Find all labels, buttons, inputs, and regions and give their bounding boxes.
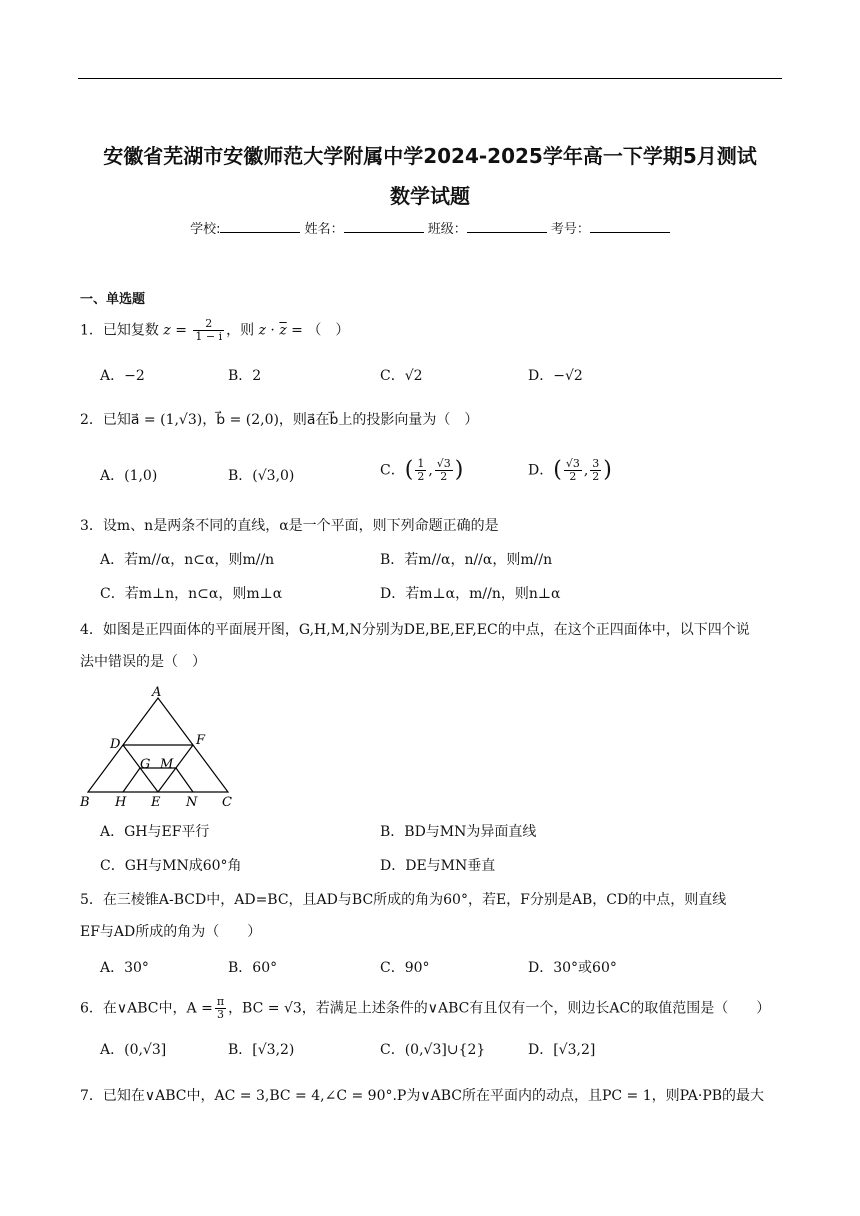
school-field[interactable] <box>220 220 300 233</box>
q1-end: （ ） <box>307 322 350 339</box>
fig-label-d: D <box>110 737 121 752</box>
q4-option-b[interactable]: B．BD与MN为异面直线 <box>380 824 537 840</box>
name-label: 姓名： <box>304 222 344 237</box>
student-info-line <box>0 218 860 237</box>
q2-option-c-label: C． <box>380 462 405 479</box>
q6-option-a[interactable]: A．(0,√3] <box>100 1042 167 1058</box>
question-2: 2．已知a⃗ = (1,√3)，b⃗ = (2,0)，则a⃗在b⃗上的投影向量为（ ） <box>80 412 479 428</box>
q1-prefix: 1．已知复数 <box>80 322 159 339</box>
question-1: 1．已知复数 z = $\frac{2}{1 - i}$ ，则 $z \cdot \overline{z}$ = （ ） <box>80 317 350 343</box>
q6-option-d[interactable]: D．[√3,2] <box>528 1042 596 1058</box>
fig-label-g: G <box>140 757 151 772</box>
q5-option-c[interactable]: C．90° <box>380 960 430 976</box>
question-3: 3．设m、n是两条不同的直线，α是一个平面，则下列命题正确的是 <box>80 518 499 534</box>
tetrahedron-net-figure <box>76 684 246 810</box>
question-7: 7．已知在∨ABC中，AC = 3,BC = 4,∠C = 90°.P为∨ABC所在平面内的动点，且PC = 1，则PA·PB的最大 <box>80 1088 765 1104</box>
q3-option-b[interactable]: B．若m//α，n//α，则m//n <box>380 552 553 568</box>
question-5-line2: EF与AD所成的角为（ ） <box>80 924 262 940</box>
q2-option-a[interactable]: A．(1,0) <box>100 468 158 484</box>
q5-option-d[interactable]: D．30°或60° <box>528 960 617 976</box>
q4-option-d[interactable]: D．DE与MN垂直 <box>380 858 496 874</box>
q6-option-c[interactable]: C．(0,√3]∪{2} <box>380 1042 486 1058</box>
q6-text-a: 6．在∨ABC中，A = <box>80 1000 213 1017</box>
q3-option-d[interactable]: D．若m⊥α，m//n，则n⊥α <box>380 586 561 602</box>
fig-label-b: B <box>80 795 90 810</box>
q4-option-a[interactable]: A．GH与EF平行 <box>100 824 210 840</box>
q2-option-d-label: D． <box>528 462 554 479</box>
class-label: 班级： <box>427 222 467 237</box>
fig-label-h: H <box>115 795 127 810</box>
fig-label-a: A <box>152 685 162 700</box>
q1-option-d[interactable]: D．−√2 <box>528 368 583 384</box>
q2-option-d[interactable]: D．( $\frac{√3}{2}$ , $\frac{3}{2}$ ) <box>528 457 612 483</box>
q5-option-a[interactable]: A．30° <box>100 960 149 976</box>
section-heading: 一、单选题 <box>80 292 146 307</box>
q1-suffix: ，则 <box>226 322 255 339</box>
exam-no-field[interactable] <box>590 220 670 233</box>
question-6 <box>80 996 780 1021</box>
school-label: 学校: <box>190 222 221 237</box>
q3-option-a[interactable]: A．若m//α，n⊂α，则m//n <box>100 552 275 568</box>
page-subtitle: 数学试题 <box>390 184 470 208</box>
q6-text-b: ，BC = √3，若满足上述条件的∨ABC有且仅有一个，则边长AC的取值范围是（ ） <box>228 1000 771 1017</box>
q1-option-a[interactable]: A．−2 <box>100 368 145 384</box>
q2-option-c[interactable]: C．( $\frac{1}{2}$ , $\frac{√3}{2}$ ) <box>380 457 464 483</box>
question-4-line1: 4．如图是正四面体的平面展开图，G,H,M,N分别为DE,BE,EF,EC的中点，在这个正四面体中，以下四个说 <box>80 622 750 638</box>
exam-no-label: 考号： <box>550 222 590 237</box>
class-field[interactable] <box>467 220 547 233</box>
q3-option-c[interactable]: C．若m⊥n，n⊂α，则m⊥α <box>100 586 283 602</box>
q2-option-b[interactable]: B．(√3,0) <box>228 468 295 484</box>
fig-label-e: E <box>151 795 161 810</box>
q1-option-b[interactable]: B．2 <box>228 368 262 384</box>
fig-label-n: N <box>186 795 198 810</box>
fig-label-m: M <box>160 757 174 772</box>
name-field[interactable] <box>344 220 424 233</box>
q1-option-c[interactable]: C．√2 <box>380 368 423 384</box>
top-rule <box>78 78 782 79</box>
fig-label-f: F <box>196 733 206 748</box>
q6-option-b[interactable]: B．[√3,2) <box>228 1042 295 1058</box>
q4-option-c[interactable]: C．GH与MN成60°角 <box>100 858 242 874</box>
question-5-line1: 5．在三棱锥A-BCD中，AD=BC，且AD与BC所成的角为60°，若E，F分别是AB，CD的中点，则直线 <box>80 892 727 908</box>
q6-fraction: $\frac{\pi}{3}$ <box>216 995 225 1021</box>
question-4-line2: 法中错误的是（ ） <box>80 654 206 670</box>
q1-fraction: $\frac{2}{1 - i}$ <box>195 317 223 343</box>
fig-label-c: C <box>222 795 232 810</box>
q5-option-b[interactable]: B．60° <box>228 960 278 976</box>
page-title: 安徽省芜湖市安徽师范大学附属中学2024-2025学年高一下学期5月测试 <box>103 144 757 168</box>
